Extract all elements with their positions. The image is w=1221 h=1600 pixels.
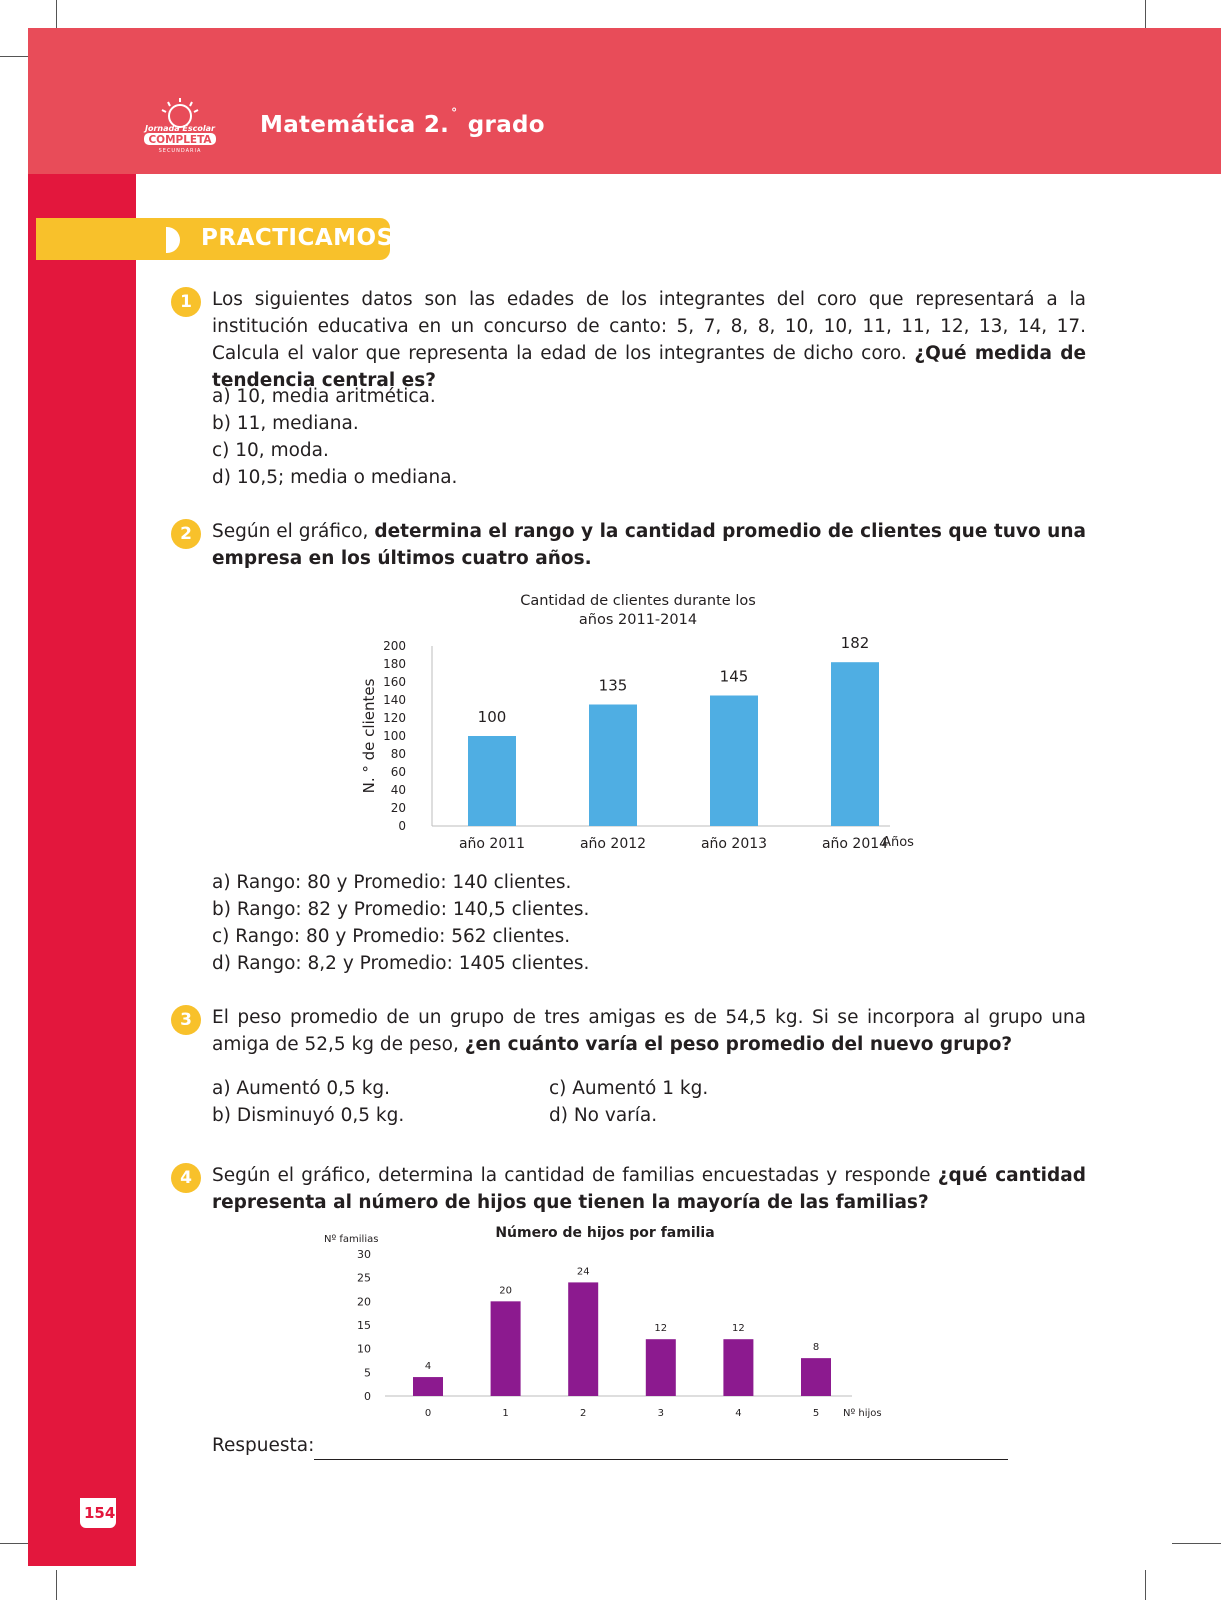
y-tick-label: 30 — [357, 1248, 371, 1261]
y-tick-label: 140 — [383, 693, 406, 707]
answer-option: d) No varía. — [549, 1105, 658, 1126]
y-tick-label: 180 — [383, 657, 406, 671]
y-tick-label: 80 — [390, 747, 406, 761]
logo-text-main: COMPLETA — [148, 134, 212, 146]
data-label: 135 — [598, 676, 628, 695]
crop-mark — [0, 1543, 28, 1544]
y-tick-label: 15 — [357, 1319, 371, 1332]
y-tick-label: 160 — [383, 675, 406, 689]
section-label: PRACTICAMOS — [201, 225, 394, 251]
chart-title: Cantidad de clientes durante los años 2011-2014 — [520, 593, 756, 628]
x-tick-label: 1 — [502, 1408, 509, 1418]
answer-option: d) 10,5; media o mediana. — [212, 467, 458, 488]
answer-option: a) 10, media aritmética. — [212, 386, 436, 407]
jornada-escolar-logo — [140, 96, 220, 154]
bar — [468, 736, 516, 826]
answer-option: c) 10, moda. — [212, 440, 329, 461]
y-tick-label: 100 — [383, 729, 406, 743]
answer-option: c) Rango: 80 y Promedio: 562 clientes. — [212, 926, 571, 947]
chart-title: Número de hijos por familia — [495, 1225, 715, 1241]
question-number: 3 — [171, 1005, 201, 1035]
x-tick-label: 5 — [812, 1408, 820, 1418]
x-tick-label: año 2012 — [579, 836, 647, 852]
question-number: 4 — [171, 1163, 201, 1193]
data-label: 100 — [477, 708, 507, 726]
y-axis-label: N. ° de clientes — [360, 678, 378, 794]
y-axis-label: Nº familias — [324, 1234, 379, 1245]
y-tick-label: 25 — [357, 1271, 371, 1285]
bar — [568, 1282, 598, 1396]
x-tick-label: 2 — [580, 1408, 587, 1418]
clients-bar-chart — [350, 630, 990, 860]
answer-option: b) Rango: 82 y Promedio: 140,5 clientes. — [212, 899, 590, 920]
question-number: 1 — [171, 287, 201, 317]
data-label: 12 — [654, 1323, 668, 1335]
data-label: 12 — [732, 1323, 745, 1335]
x-tick-label: año 2014 — [821, 836, 889, 852]
question-text: Los siguientes datos son las edades de los integrantes del coro que representará a la institución educativa en un concurso de canto: 5, 7, 8, 8, 10, 10, 11, 11, 12, 13, 14, 17. Calcula el valor que representa la edad de los integrantes de dicho coro. ¿Qué medida de tendencia central es? — [212, 289, 1086, 391]
x-tick-label: año 2013 — [700, 836, 768, 852]
page-number-tab — [80, 1498, 116, 1528]
x-tick-label: 3 — [657, 1408, 664, 1418]
question-text: El peso promedio de un grupo de tres amigas es de 54,5 kg. Si se incorpora al grupo una amiga de 52,5 kg de peso, ¿en cuánto varía el peso promedio del nuevo grupo? — [212, 1007, 1086, 1055]
bar — [491, 1301, 521, 1396]
bar — [801, 1358, 831, 1396]
y-tick-label: 10 — [357, 1342, 371, 1356]
page-number: 154 — [84, 1504, 116, 1522]
data-label: 20 — [499, 1285, 512, 1297]
crop-mark — [0, 56, 28, 57]
x-axis-label: Nº hijos — [843, 1408, 882, 1418]
y-tick-label: 20 — [390, 801, 406, 815]
x-axis-label: Años — [882, 835, 914, 850]
page-title: Matemática 2. ° grado — [260, 106, 545, 138]
x-tick-label: 0 — [424, 1408, 432, 1418]
data-label: 145 — [719, 667, 749, 686]
y-tick-label: 60 — [390, 765, 406, 779]
answer-option: d) Rango: 8,2 y Promedio: 1405 clientes. — [212, 953, 590, 974]
x-tick-label: año 2011 — [458, 836, 526, 852]
children-bar-chart — [320, 1228, 920, 1418]
data-label: 182 — [840, 634, 870, 653]
bar — [723, 1339, 753, 1396]
data-label: 4 — [424, 1361, 432, 1373]
question-text: Según el gráfico, determina la cantidad de familias encuestadas y responde ¿qué cantidad representa al número de hijos que tienen la mayoría de las familias? — [212, 1165, 1086, 1213]
answer-option: a) Rango: 80 y Promedio: 140 clientes. — [212, 872, 572, 893]
crop-mark — [1145, 0, 1146, 28]
bar — [413, 1377, 443, 1396]
logo-text-top: Jornada Escolar — [145, 124, 215, 133]
question-text: Según el gráfico, determina el rango y la cantidad promedio de clientes que tuvo una empresa en los últimos cuatro años. — [212, 521, 1086, 569]
crop-mark — [56, 1570, 57, 1600]
bar — [646, 1339, 676, 1396]
crop-mark — [1172, 1543, 1221, 1544]
crop-mark — [1145, 1570, 1146, 1600]
y-tick-label: 40 — [390, 783, 406, 797]
y-tick-label: 20 — [357, 1295, 371, 1309]
y-tick-label: 5 — [364, 1366, 371, 1380]
data-label: 8 — [812, 1342, 820, 1354]
x-tick-label: 4 — [735, 1408, 742, 1418]
bar — [589, 705, 637, 827]
y-tick-label: 200 — [383, 639, 406, 653]
bar — [831, 662, 879, 826]
y-tick-label: 120 — [383, 711, 406, 725]
crop-mark — [56, 0, 57, 28]
answer-option: b) 11, mediana. — [212, 413, 359, 434]
y-tick-label: 0 — [398, 819, 406, 833]
answer-option: a) Aumentó 0,5 kg. — [212, 1078, 391, 1099]
question-number: 2 — [171, 519, 201, 549]
y-tick-label: 0 — [364, 1390, 371, 1403]
data-label: 24 — [576, 1266, 590, 1278]
logo-text-bottom: SECUNDARIA — [158, 148, 202, 154]
answer-option: c) Aumentó 1 kg. — [549, 1078, 709, 1099]
answer-label: Respuesta: — [212, 1435, 315, 1456]
bar — [710, 696, 758, 827]
answer-option: b) Disminuyó 0,5 kg. — [212, 1105, 405, 1126]
answer-line[interactable] — [314, 1459, 1008, 1460]
